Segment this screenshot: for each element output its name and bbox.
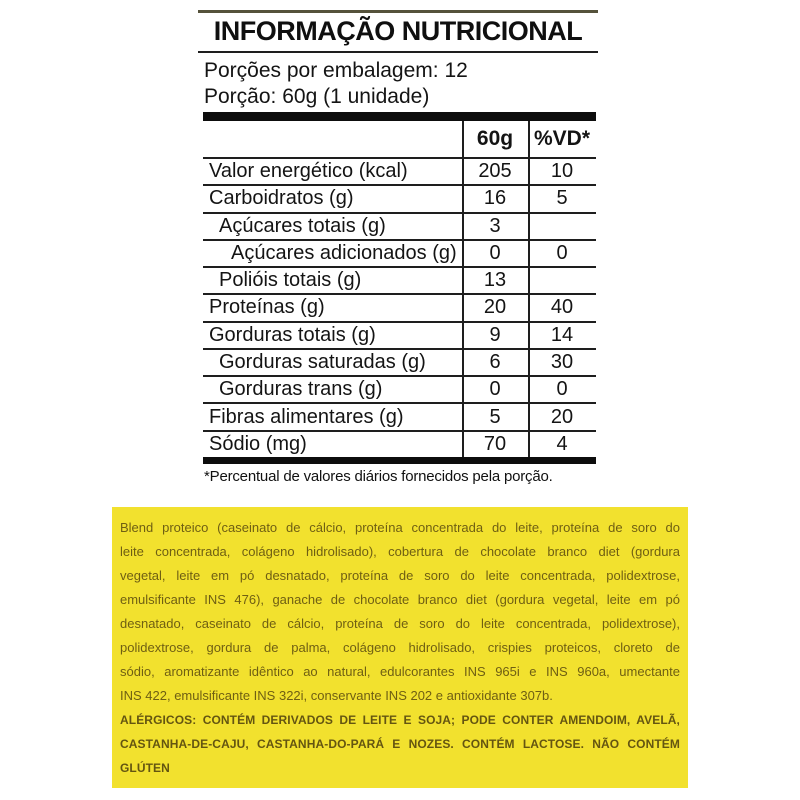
amount-60g-value: 16: [483, 187, 507, 210]
nutrient-label: Valor energético (kcal): [209, 160, 408, 183]
table-row: [203, 321, 596, 348]
amount-60g-value: 13: [483, 269, 507, 292]
dv-footnote: *Percentual de valores diários fornecidos pela porção.: [204, 468, 553, 485]
percent-dv-value: 14: [550, 323, 574, 346]
ingredients-text: [120, 516, 680, 708]
allergens-line: CASTANHA-DE-CAJU, CASTANHA-DO-PARÁ E NOZES. CONTÉM LACTOSE. NÃO CONTÉM: [120, 737, 680, 751]
table-row: [203, 266, 596, 293]
table-row: [203, 184, 596, 211]
table-row: [203, 239, 596, 266]
nutrient-label: Proteínas (g): [209, 296, 325, 319]
nutrition-table: [203, 121, 596, 464]
nutrient-label: Sódio (mg): [209, 432, 307, 455]
nutrient-label: Açúcares adicionados (g): [231, 241, 457, 264]
allergens-text: [120, 708, 680, 780]
amount-60g-value: 0: [489, 378, 501, 401]
amount-60g-value: 5: [489, 405, 501, 428]
column-header-dv: %VD*: [533, 127, 591, 150]
amount-60g-value: 205: [478, 160, 512, 183]
ingredients-line: leite concentrada, colágeno hidrolisado), cobertura de chocolate branco diet (gordura: [120, 544, 680, 559]
ingredients-line: sódio, aromatizante idêntico ao natural, edulcorantes INS 965i e INS 960a, umectante: [120, 664, 680, 679]
percent-dv-value: 10: [550, 160, 574, 183]
amount-60g-value: 0: [489, 241, 501, 264]
percent-dv-value: 4: [556, 432, 568, 455]
percent-dv-value: 0: [556, 378, 568, 401]
nutrient-label: Gorduras trans (g): [219, 378, 383, 401]
allergens-line: GLÚTEN: [120, 761, 170, 775]
ingredients-line: polidextrose, gordura de palma, colágeno hidrolisado, crispies proteicos, cloreto de: [120, 640, 680, 655]
title-underline-rule: [198, 51, 598, 53]
ingredients-line: INS 422, emulsificante INS 322i, conservante INS 202 e antioxidante 307b.: [120, 688, 553, 703]
page-title: INFORMAÇÃO NUTRICIONAL: [213, 16, 583, 46]
table-row: [203, 348, 596, 375]
nutrient-label: Polióis totais (g): [219, 269, 362, 292]
column-header-amount: 60g: [476, 127, 514, 150]
table-row: [203, 157, 596, 184]
percent-dv-value: 0: [556, 241, 568, 264]
ingredients-line: desnatado, caseinato de cálcio, proteína de soro do leite concentrada, polidextrose),: [120, 616, 680, 631]
nutrient-label: Fibras alimentares (g): [209, 405, 404, 428]
top-rule: [198, 10, 598, 13]
table-row: [203, 402, 596, 429]
percent-dv-value: 40: [550, 296, 574, 319]
nutrient-label: Gorduras saturadas (g): [219, 350, 426, 373]
ingredients-line: emulsificante INS 476), ganache de chocolate branco diet (gordura vegetal, leite em pó: [120, 592, 680, 607]
table-bottom-bar: [203, 457, 596, 464]
amount-60g-value: 20: [483, 296, 507, 319]
ingredients-line: vegetal, leite em pó desnatado, proteína de soro do leite concentrada, polidextrose,: [120, 568, 680, 583]
percent-dv-value: 20: [550, 405, 574, 428]
table-row: [203, 375, 596, 402]
percent-dv-value: 5: [556, 187, 568, 210]
table-row: [203, 293, 596, 320]
table-row: [203, 212, 596, 239]
portion-size: Porção: 60g (1 unidade): [204, 85, 430, 108]
amount-60g-value: 3: [489, 214, 501, 237]
amount-60g-value: 6: [489, 350, 501, 373]
table-header-row: [203, 121, 596, 157]
servings-per-package: Porções por embalagem: 12: [204, 59, 468, 82]
nutrition-rows: [203, 157, 596, 457]
allergens-line: ALÉRGICOS: CONTÉM DERIVADOS DE LEITE E SOJA; PODE CONTER AMENDOIM, AVELÃ,: [120, 713, 680, 727]
ingredients-line: Blend proteico (caseinato de cálcio, proteína concentrada do leite, proteína de soro do: [120, 520, 680, 535]
header-separator-bar: [203, 112, 596, 121]
nutrient-label: Carboidratos (g): [209, 187, 354, 210]
nutrient-label: Gorduras totais (g): [209, 323, 376, 346]
amount-60g-value: 9: [489, 323, 501, 346]
ingredients-box: [112, 507, 688, 788]
nutrient-label: Açúcares totais (g): [219, 214, 386, 237]
percent-dv-value: 30: [550, 350, 574, 373]
table-row: [203, 430, 596, 457]
amount-60g-value: 70: [483, 432, 507, 455]
